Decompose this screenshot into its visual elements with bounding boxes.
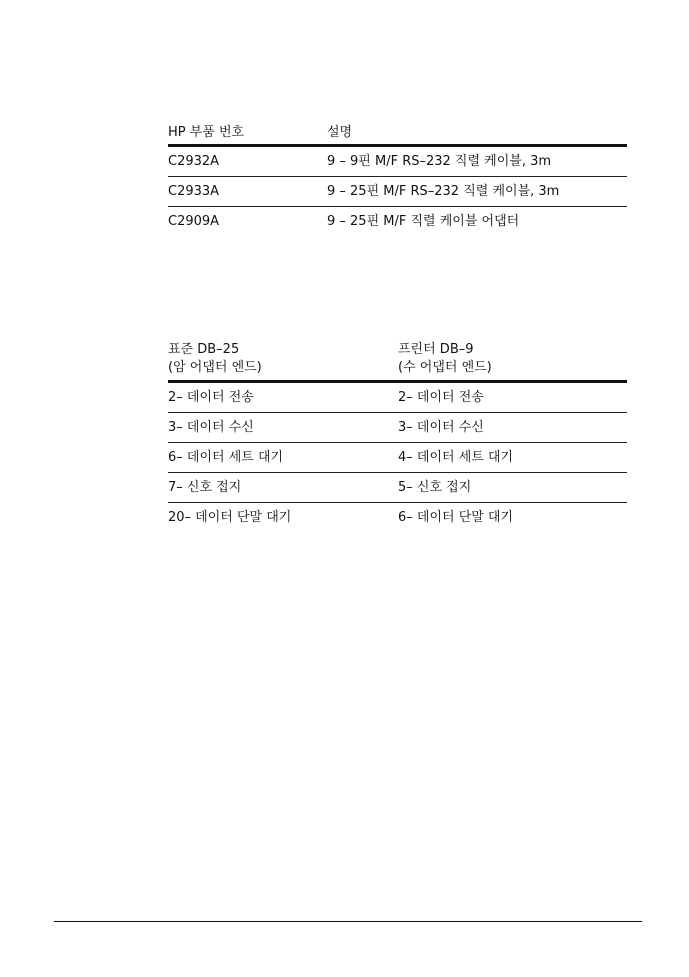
table-row bbox=[168, 473, 627, 503]
table-row bbox=[168, 413, 627, 443]
description-cell: 9 – 9핀 M/F RS–232 직렬 케이블, 3m bbox=[327, 153, 552, 169]
db9-pin-cell: 5– 신호 접지 bbox=[398, 479, 472, 495]
part-number-cell: C2932A bbox=[168, 153, 220, 169]
db9-pin-cell: 3– 데이터 수신 bbox=[398, 419, 484, 435]
db25-pin-cell: 20– 데이터 단말 대기 bbox=[168, 509, 292, 525]
db9-pin-cell: 2– 데이터 전송 bbox=[398, 389, 484, 405]
db25-pin-cell: 2– 데이터 전송 bbox=[168, 389, 254, 405]
db9-pin-cell: 4– 데이터 세트 대기 bbox=[398, 449, 514, 465]
header-part-number: HP 부품 번호 bbox=[168, 125, 245, 140]
part-number-cell: C2933A bbox=[168, 183, 220, 199]
pinout-table bbox=[168, 343, 627, 532]
parts-table-header bbox=[168, 114, 627, 147]
table-row bbox=[168, 503, 627, 532]
table-row bbox=[168, 207, 627, 236]
part-number-cell: C2909A bbox=[168, 213, 220, 229]
footer-divider bbox=[54, 921, 642, 922]
db25-pin-cell: 3– 데이터 수신 bbox=[168, 419, 254, 435]
table-row bbox=[168, 443, 627, 473]
db25-pin-cell: 7– 신호 접지 bbox=[168, 479, 242, 495]
table-row bbox=[168, 177, 627, 207]
parts-table bbox=[168, 114, 627, 236]
table-row bbox=[168, 147, 627, 177]
header-db25: 표준 DB–25 (암 어댑터 엔드) bbox=[168, 342, 262, 375]
header-description: 설명 bbox=[327, 125, 353, 140]
table-row bbox=[168, 383, 627, 413]
pinout-table-header bbox=[168, 343, 627, 383]
header-db9: 프린터 DB–9 (수 어댑터 엔드) bbox=[398, 342, 492, 375]
description-cell: 9 – 25핀 M/F RS–232 직렬 케이블, 3m bbox=[327, 183, 560, 199]
db25-pin-cell: 6– 데이터 세트 대기 bbox=[168, 449, 284, 465]
db9-pin-cell: 6– 데이터 단말 대기 bbox=[398, 509, 514, 525]
description-cell: 9 – 25핀 M/F 직렬 케이블 어댑터 bbox=[327, 213, 520, 229]
